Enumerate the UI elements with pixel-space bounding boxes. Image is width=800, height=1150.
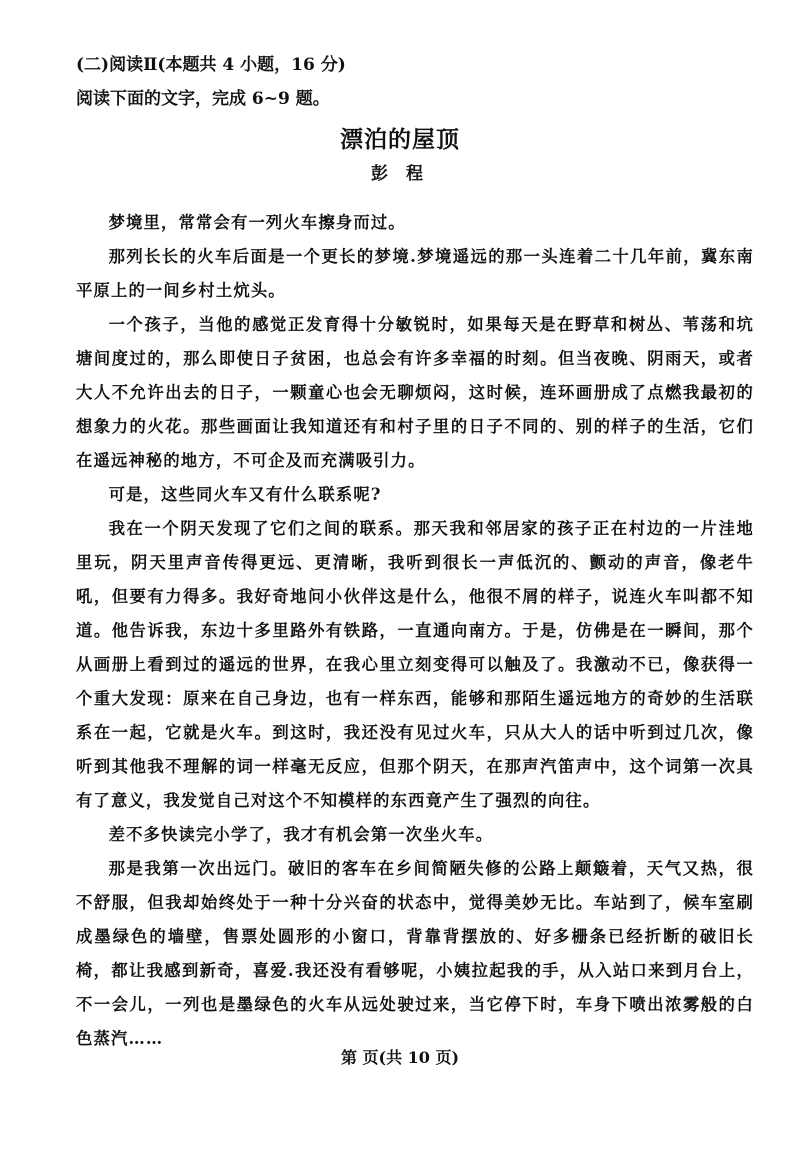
paragraph: 那列长长的火车后面是一个更长的梦境.梦境遥远的那一头连着二十几年前，冀东南平原上的一间乡村土炕头。 (76, 247, 754, 300)
paragraph: 一个孩子，当他的感觉正发育得十分敏锐时，如果每天是在野草和树丛、苇荡和坑塘间度过的，那么即使日子贫困，也总会有许多幸福的时刻。但当夜晚、阴雨天，或者大人不允许出去的日子，一颗童心也会无聊烦闷，这时候，连环画册成了点燃我最初的想象力的火花。那些画面让我知道还有和村子里的日子不同的、别的样子的生活，它们在遥远神秘的地方，不可企及而充满吸引力。 (76, 315, 754, 470)
article-body (76, 206, 754, 1056)
paragraph: 那是我第一次出远门。破旧的客车在乡间简陋失修的公路上颠簸着，天气又热，很不舒服，但我却始终处于一种十分兴奋的状态中，觉得美妙无比。车站到了，候车室刷成墨绿色的墙壁，售票处圆形的小窗口，背靠背摆放的、好多栅条已经折断的破旧长椅，都让我感到新奇，喜爱.我还没有看够呢，小姨拉起我的手，从入站口来到月台上，不一会儿，一列也是墨绿色的火车从远处驶过来，当它停下时，车身下喷出浓雾般的白色蒸汽…… (76, 859, 754, 1048)
article-title: 漂泊的屋顶 (340, 126, 460, 153)
article-author: 彭 程 (371, 164, 429, 184)
paragraph: 我在一个阴天发现了它们之间的联系。那天我和邻居家的孩子正在村边的一片洼地里玩，阴天里声音传得更远、更清晰，我听到很长一声低沉的、颤动的声音，像老牛吼，但要有力得多。我好奇地问小伙伴这是什么，他很不屑的样子，说连火车叫都不知道。他告诉我，东边十多里路外有铁路，一直通向南方。于是，仿佛是在一瞬间，那个从画册上看到过的遥远的世界，在我心里立刻变得可以触及了。我激动不已，像获得一个重大发现：原来在自己身边，也有一样东西，能够和那陌生遥远地方的奇妙的生活联系在一起，它就是火车。到这时，我还没有见过火车，只从大人的话中听到过几次，像听到其他我不理解的词一样毫无反应，但那个阴天，在那声汽笛声中，这个词第一次具有了意义，我发觉自己对这个不知模样的东西竟产生了强烈的向往。 (76, 519, 754, 810)
page-footer: 第 页(共 10 页) (340, 1048, 460, 1067)
paragraph: 梦境里，常常会有一列火车擦身而过。 (108, 213, 406, 232)
paragraph: 可是，这些同火车又有什么联系呢? (108, 485, 382, 504)
paragraph: 差不多快读完小学了，我才有机会第一次坐火车。 (108, 825, 494, 844)
section-header: (二)阅读Ⅱ(本题共 4 小题，16 分) (76, 55, 346, 75)
question-instruction: 阅读下面的文字，完成 6~9 题。 (76, 89, 330, 109)
